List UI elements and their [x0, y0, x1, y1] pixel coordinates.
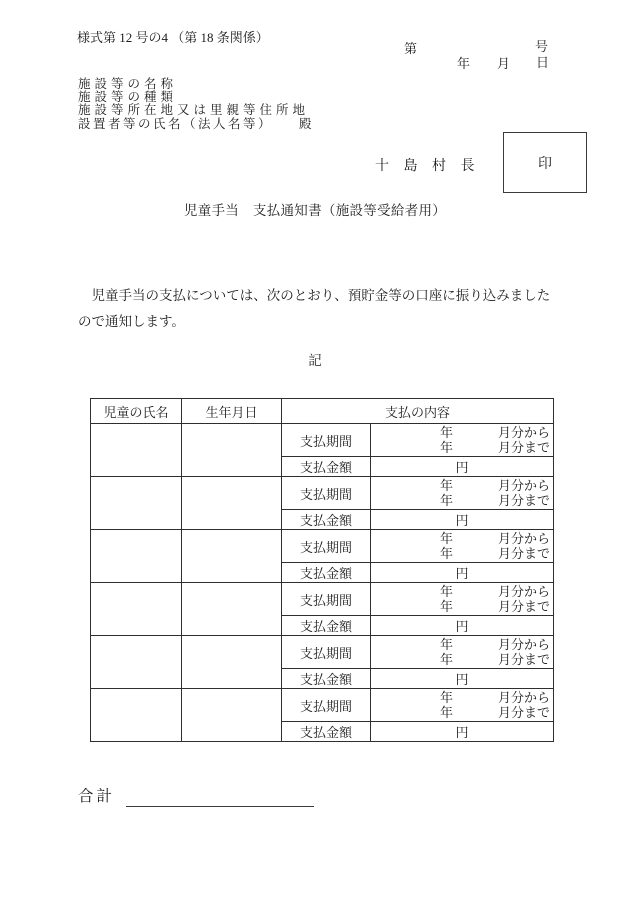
period-value-cell	[371, 424, 554, 457]
period-from-line	[371, 478, 553, 494]
table-row	[91, 636, 554, 669]
birthdate-cell	[182, 477, 282, 530]
founder-name-label: 設置者等の氏名（法人名等）	[78, 116, 274, 131]
period-value-cell	[371, 636, 554, 669]
issuer-name: 十島村長	[375, 159, 489, 174]
period-to-line	[371, 599, 553, 615]
birthdate-cell	[182, 530, 282, 583]
birthdate-cell	[182, 689, 282, 742]
date-year-label: 年	[457, 56, 471, 71]
seal-box	[503, 132, 587, 193]
year-label: 年	[439, 599, 453, 614]
amount-label: 支払金額	[282, 510, 371, 530]
date-month-label: 月	[497, 56, 511, 71]
section-marker: 記	[308, 353, 322, 368]
child-name-cell	[91, 583, 182, 636]
amount-value-cell	[371, 457, 554, 477]
total-label: 合計	[78, 788, 116, 805]
table-row	[91, 689, 554, 722]
to-suffix-label: 月分まで	[498, 652, 551, 667]
amount-label: 支払金額	[282, 563, 371, 583]
year-label: 年	[439, 530, 453, 546]
period-value-cell	[371, 583, 554, 616]
to-suffix-label: 月分まで	[498, 493, 551, 508]
birthdate-cell	[182, 583, 282, 636]
year-label: 年	[439, 440, 453, 455]
amount-label: 支払金額	[282, 722, 371, 742]
amount-label: 支払金額	[282, 457, 371, 477]
doc-number-suffix: 号	[535, 39, 549, 54]
doc-number-prefix: 第	[404, 41, 418, 56]
table-header-row	[91, 399, 554, 424]
period-from-line	[371, 531, 553, 547]
birthdate-cell	[182, 636, 282, 689]
period-label: 支払期間	[282, 636, 371, 669]
date-day-label: 日	[536, 55, 550, 70]
year-label: 年	[439, 689, 453, 705]
child-name-cell	[91, 636, 182, 689]
amount-label: 支払金額	[282, 669, 371, 689]
from-suffix-label: 月分から	[498, 530, 551, 546]
from-suffix-label: 月分から	[498, 583, 551, 599]
period-from-line	[371, 690, 553, 706]
period-from-line	[371, 584, 553, 600]
from-suffix-label: 月分から	[498, 636, 551, 652]
period-value-cell	[371, 689, 554, 722]
facility-type-label: 施設等の種類	[78, 90, 178, 105]
from-suffix-label: 月分から	[498, 424, 551, 440]
yen-unit: 円	[455, 725, 469, 740]
period-to-line	[371, 546, 553, 562]
document-title: 児童手当 支払通知書（施設等受給者用）	[183, 203, 447, 218]
form-reference: 様式第 12 号の4 （第 18 条関係）	[77, 30, 269, 45]
period-value-cell	[371, 477, 554, 510]
yen-unit: 円	[455, 513, 469, 528]
year-label: 年	[439, 583, 453, 599]
seal-mark: 印	[538, 156, 552, 172]
period-to-line	[371, 652, 553, 668]
to-suffix-label: 月分まで	[498, 546, 551, 561]
table-row	[91, 477, 554, 510]
founder-name-line	[78, 118, 312, 131]
to-suffix-label: 月分まで	[498, 599, 551, 614]
table-row	[91, 530, 554, 563]
amount-value-cell	[371, 510, 554, 530]
header-payment-content: 支払の内容	[282, 399, 554, 424]
year-label: 年	[439, 546, 453, 561]
child-name-cell	[91, 477, 182, 530]
yen-unit: 円	[455, 460, 469, 475]
period-label: 支払期間	[282, 424, 371, 457]
year-label: 年	[439, 493, 453, 508]
year-label: 年	[439, 652, 453, 667]
period-to-line	[371, 493, 553, 509]
yen-unit: 円	[455, 566, 469, 581]
amount-value-cell	[371, 563, 554, 583]
year-label: 年	[439, 705, 453, 720]
table-row	[91, 424, 554, 457]
period-value-cell	[371, 530, 554, 563]
from-suffix-label: 月分から	[498, 689, 551, 705]
child-name-cell	[91, 530, 182, 583]
period-label: 支払期間	[282, 477, 371, 510]
period-to-line	[371, 440, 553, 456]
header-birthdate: 生年月日	[182, 399, 282, 424]
yen-unit: 円	[455, 619, 469, 634]
recipient-block	[78, 78, 312, 131]
header-child-name: 児童の氏名	[91, 399, 182, 424]
period-from-line	[371, 425, 553, 441]
yen-unit: 円	[455, 672, 469, 687]
amount-value-cell	[371, 722, 554, 742]
facility-name-label: 施設等の名称	[78, 77, 178, 91]
notice-body: 児童手当の支払については、次のとおり、預貯金等の口座に振り込みましたので通知します。	[78, 288, 551, 329]
year-label: 年	[439, 424, 453, 440]
total-underline	[126, 789, 314, 807]
child-name-cell	[91, 689, 182, 742]
to-suffix-label: 月分まで	[498, 705, 551, 720]
year-label: 年	[439, 477, 453, 493]
table-row	[91, 583, 554, 616]
period-label: 支払期間	[282, 583, 371, 616]
period-label: 支払期間	[282, 530, 371, 563]
amount-label: 支払金額	[282, 616, 371, 636]
amount-value-cell	[371, 669, 554, 689]
to-suffix-label: 月分まで	[498, 440, 551, 455]
period-from-line	[371, 637, 553, 653]
amount-value-cell	[371, 616, 554, 636]
facility-address-label: 施設等所在地又は里親等住所地	[78, 103, 310, 118]
period-label: 支払期間	[282, 689, 371, 722]
period-to-line	[371, 705, 553, 721]
year-label: 年	[439, 636, 453, 652]
birthdate-cell	[182, 424, 282, 477]
child-name-cell	[91, 424, 182, 477]
honorific-label: 殿	[299, 116, 312, 131]
from-suffix-label: 月分から	[498, 477, 551, 493]
payment-table	[90, 398, 554, 742]
